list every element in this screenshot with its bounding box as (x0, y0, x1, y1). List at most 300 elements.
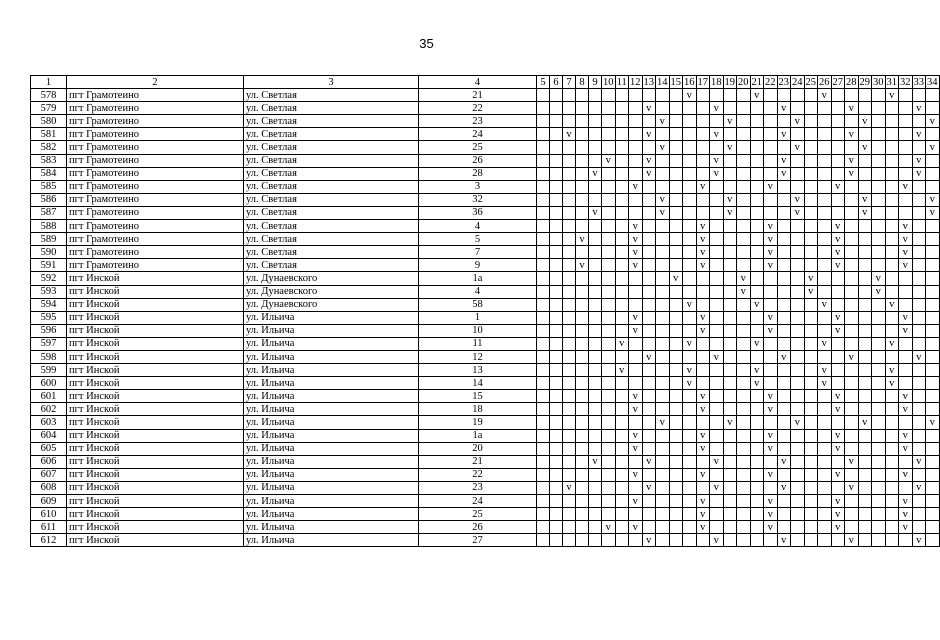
house-number-cell: 13 (419, 364, 537, 377)
empty-cell (615, 285, 629, 298)
empty-cell (750, 508, 764, 521)
empty-cell (696, 128, 710, 141)
empty-cell (764, 350, 778, 363)
empty-cell (576, 508, 589, 521)
empty-cell (563, 403, 576, 416)
empty-cell (858, 337, 872, 350)
check-mark-cell: v (899, 233, 913, 246)
empty-cell (818, 272, 832, 285)
empty-cell (831, 102, 845, 115)
check-mark-cell: v (656, 416, 670, 429)
empty-cell (656, 272, 670, 285)
check-mark-cell: v (750, 298, 764, 311)
check-mark-cell: v (737, 272, 751, 285)
empty-cell (656, 311, 670, 324)
street-cell: ул. Светлая (244, 115, 419, 128)
empty-cell (885, 128, 899, 141)
empty-cell (750, 220, 764, 233)
table-row (31, 246, 940, 259)
empty-cell (550, 350, 563, 363)
empty-cell (737, 206, 751, 219)
empty-cell (831, 416, 845, 429)
empty-cell (576, 311, 589, 324)
empty-cell (831, 167, 845, 180)
empty-cell (858, 508, 872, 521)
empty-cell (656, 534, 670, 547)
empty-cell (589, 259, 602, 272)
empty-cell (845, 508, 859, 521)
check-mark-cell: v (777, 128, 791, 141)
settlement-cell: пгт Грамотеино (67, 128, 244, 141)
check-mark-cell: v (576, 259, 589, 272)
check-mark-cell: v (696, 311, 710, 324)
empty-cell (737, 115, 751, 128)
empty-cell (563, 390, 576, 403)
check-mark-cell: v (845, 102, 859, 115)
check-mark-cell: v (845, 481, 859, 494)
empty-cell (831, 141, 845, 154)
empty-cell (818, 128, 832, 141)
check-mark-cell: v (683, 337, 697, 350)
empty-cell (899, 350, 913, 363)
check-mark-cell: v (899, 495, 913, 508)
check-mark-cell: v (737, 285, 751, 298)
empty-cell (750, 455, 764, 468)
empty-cell (550, 534, 563, 547)
empty-cell (615, 521, 629, 534)
check-mark-cell: v (602, 521, 616, 534)
header-cell: 9 (589, 76, 602, 89)
check-mark-cell: v (912, 534, 926, 547)
row-number-cell: 586 (31, 193, 67, 206)
empty-cell (696, 285, 710, 298)
settlement-cell: пгт Инской (67, 350, 244, 363)
check-mark-cell: v (791, 141, 805, 154)
empty-cell (576, 495, 589, 508)
check-mark-cell: v (696, 259, 710, 272)
empty-cell (629, 167, 643, 180)
empty-cell (845, 403, 859, 416)
check-mark-cell: v (750, 377, 764, 390)
empty-cell (804, 115, 818, 128)
empty-cell (912, 337, 926, 350)
empty-cell (912, 220, 926, 233)
empty-cell (818, 141, 832, 154)
empty-cell (615, 167, 629, 180)
check-mark-cell: v (777, 154, 791, 167)
empty-cell (858, 390, 872, 403)
empty-cell (602, 377, 616, 390)
empty-cell (589, 377, 602, 390)
empty-cell (926, 324, 940, 337)
empty-cell (589, 481, 602, 494)
check-mark-cell: v (777, 481, 791, 494)
empty-cell (926, 154, 940, 167)
check-mark-cell: v (589, 206, 602, 219)
empty-cell (926, 180, 940, 193)
empty-cell (537, 324, 550, 337)
house-number-cell: 24 (419, 495, 537, 508)
header-cell: 13 (643, 76, 654, 88)
empty-cell (791, 272, 805, 285)
empty-cell (926, 272, 940, 285)
empty-cell (669, 220, 683, 233)
empty-cell (723, 298, 737, 311)
empty-cell (818, 220, 832, 233)
empty-cell (537, 220, 550, 233)
empty-cell (589, 272, 602, 285)
empty-cell (737, 324, 751, 337)
empty-cell (777, 468, 791, 481)
empty-cell (845, 324, 859, 337)
empty-cell (602, 102, 616, 115)
check-mark-cell: v (629, 495, 643, 508)
empty-cell (683, 285, 697, 298)
empty-cell (912, 324, 926, 337)
empty-cell (537, 167, 550, 180)
empty-cell (615, 154, 629, 167)
empty-cell (642, 193, 656, 206)
table-row (31, 534, 940, 547)
empty-cell (642, 377, 656, 390)
table-row (31, 233, 940, 246)
header-cell: 24 (792, 76, 803, 88)
empty-cell (642, 364, 656, 377)
empty-cell (615, 311, 629, 324)
empty-cell (563, 442, 576, 455)
empty-cell (737, 442, 751, 455)
empty-cell (642, 141, 656, 154)
empty-cell (858, 89, 872, 102)
empty-cell (563, 206, 576, 219)
empty-cell (576, 324, 589, 337)
empty-cell (872, 298, 886, 311)
empty-cell (818, 102, 832, 115)
empty-cell (669, 167, 683, 180)
table-row (31, 285, 940, 298)
table-row (31, 89, 940, 102)
empty-cell (615, 89, 629, 102)
table-row (31, 364, 940, 377)
empty-cell (602, 495, 616, 508)
street-cell: ул. Ильича (244, 350, 419, 363)
empty-cell (764, 298, 778, 311)
empty-cell (550, 337, 563, 350)
empty-cell (926, 285, 940, 298)
empty-cell (576, 403, 589, 416)
empty-cell (589, 180, 602, 193)
empty-cell (899, 193, 913, 206)
empty-cell (563, 89, 576, 102)
empty-cell (804, 180, 818, 193)
empty-cell (589, 416, 602, 429)
empty-cell (791, 508, 805, 521)
empty-cell (912, 311, 926, 324)
empty-cell (777, 416, 791, 429)
check-mark-cell: v (791, 115, 805, 128)
empty-cell (818, 206, 832, 219)
street-cell: ул. Дунаевского (244, 298, 419, 311)
empty-cell (750, 324, 764, 337)
empty-cell (683, 495, 697, 508)
empty-cell (683, 180, 697, 193)
empty-cell (818, 508, 832, 521)
row-number-cell: 599 (31, 364, 67, 377)
row-number-cell: 609 (31, 495, 67, 508)
empty-cell (872, 337, 886, 350)
empty-cell (845, 521, 859, 534)
empty-cell (683, 220, 697, 233)
header-cell: 4 (419, 76, 537, 89)
empty-cell (804, 206, 818, 219)
street-cell: ул. Ильича (244, 324, 419, 337)
empty-cell (818, 495, 832, 508)
empty-cell (602, 272, 616, 285)
empty-cell (723, 154, 737, 167)
empty-cell (764, 141, 778, 154)
empty-cell (602, 468, 616, 481)
empty-cell (669, 141, 683, 154)
empty-cell (683, 534, 697, 547)
empty-cell (791, 259, 805, 272)
empty-cell (737, 521, 751, 534)
empty-cell (737, 350, 751, 363)
empty-cell (537, 259, 550, 272)
check-mark-cell: v (831, 311, 845, 324)
check-mark-cell: v (563, 481, 576, 494)
empty-cell (563, 115, 576, 128)
empty-cell (550, 521, 563, 534)
empty-cell (683, 311, 697, 324)
check-mark-cell: v (899, 521, 913, 534)
empty-cell (563, 468, 576, 481)
empty-cell (537, 128, 550, 141)
empty-cell (885, 167, 899, 180)
empty-cell (537, 377, 550, 390)
check-mark-cell: v (912, 102, 926, 115)
empty-cell (710, 193, 724, 206)
check-mark-cell: v (629, 180, 643, 193)
empty-cell (602, 193, 616, 206)
empty-cell (576, 285, 589, 298)
empty-cell (629, 364, 643, 377)
settlement-cell: пгт Грамотеино (67, 167, 244, 180)
empty-cell (642, 246, 656, 259)
empty-cell (926, 102, 940, 115)
empty-cell (791, 154, 805, 167)
check-mark-cell: v (885, 364, 899, 377)
row-number-cell: 592 (31, 272, 67, 285)
empty-cell (872, 429, 886, 442)
empty-cell (764, 337, 778, 350)
empty-cell (669, 193, 683, 206)
empty-cell (791, 521, 805, 534)
empty-cell (550, 377, 563, 390)
empty-cell (750, 206, 764, 219)
empty-cell (642, 442, 656, 455)
check-mark-cell: v (831, 508, 845, 521)
empty-cell (537, 272, 550, 285)
empty-cell (696, 298, 710, 311)
check-mark-cell: v (845, 455, 859, 468)
empty-cell (804, 298, 818, 311)
empty-cell (777, 429, 791, 442)
empty-cell (750, 416, 764, 429)
header-cell: 33 (913, 76, 924, 88)
empty-cell (589, 364, 602, 377)
empty-cell (845, 495, 859, 508)
empty-cell (845, 416, 859, 429)
empty-cell (845, 206, 859, 219)
empty-cell (723, 481, 737, 494)
house-number-cell: 21 (419, 89, 537, 102)
empty-cell (872, 455, 886, 468)
empty-cell (831, 337, 845, 350)
empty-cell (602, 233, 616, 246)
empty-cell (777, 311, 791, 324)
check-mark-cell: v (589, 167, 602, 180)
empty-cell (589, 246, 602, 259)
check-mark-cell: v (912, 455, 926, 468)
empty-cell (669, 233, 683, 246)
empty-cell (576, 206, 589, 219)
check-mark-cell: v (818, 377, 832, 390)
house-number-cell: 1 (419, 311, 537, 324)
house-number-cell: 11 (419, 337, 537, 350)
empty-cell (669, 311, 683, 324)
empty-cell (845, 193, 859, 206)
empty-cell (669, 259, 683, 272)
empty-cell (872, 442, 886, 455)
empty-cell (629, 115, 643, 128)
empty-cell (723, 285, 737, 298)
empty-cell (750, 311, 764, 324)
empty-cell (550, 324, 563, 337)
empty-cell (764, 377, 778, 390)
check-mark-cell: v (629, 521, 643, 534)
empty-cell (791, 390, 805, 403)
check-mark-cell: v (723, 416, 737, 429)
empty-cell (858, 246, 872, 259)
settlement-cell: пгт Инской (67, 521, 244, 534)
check-mark-cell: v (764, 324, 778, 337)
empty-cell (777, 141, 791, 154)
empty-cell (750, 350, 764, 363)
check-mark-cell: v (899, 180, 913, 193)
empty-cell (885, 154, 899, 167)
empty-cell (899, 128, 913, 141)
check-mark-cell: v (696, 508, 710, 521)
empty-cell (696, 102, 710, 115)
empty-cell (656, 337, 670, 350)
house-number-cell: 19 (419, 416, 537, 429)
check-mark-cell: v (696, 403, 710, 416)
empty-cell (602, 350, 616, 363)
empty-cell (750, 167, 764, 180)
empty-cell (563, 285, 576, 298)
check-mark-cell: v (912, 481, 926, 494)
empty-cell (537, 141, 550, 154)
empty-cell (602, 416, 616, 429)
empty-cell (737, 508, 751, 521)
empty-cell (669, 337, 683, 350)
empty-cell (926, 429, 940, 442)
empty-cell (615, 390, 629, 403)
empty-cell (737, 337, 751, 350)
empty-cell (629, 89, 643, 102)
empty-cell (683, 324, 697, 337)
empty-cell (804, 259, 818, 272)
empty-cell (550, 167, 563, 180)
empty-cell (831, 377, 845, 390)
empty-cell (669, 508, 683, 521)
empty-cell (831, 298, 845, 311)
empty-cell (629, 206, 643, 219)
empty-cell (831, 115, 845, 128)
row-number-cell: 608 (31, 481, 67, 494)
empty-cell (791, 377, 805, 390)
empty-cell (737, 154, 751, 167)
empty-cell (750, 495, 764, 508)
empty-cell (642, 220, 656, 233)
empty-cell (710, 233, 724, 246)
empty-cell (777, 377, 791, 390)
header-cell: 30 (873, 76, 884, 88)
check-mark-cell: v (858, 115, 872, 128)
empty-cell (696, 206, 710, 219)
empty-cell (710, 89, 724, 102)
empty-cell (791, 442, 805, 455)
empty-cell (750, 141, 764, 154)
check-mark-cell: v (723, 141, 737, 154)
empty-cell (710, 220, 724, 233)
settlement-cell: пгт Инской (67, 298, 244, 311)
check-mark-cell: v (912, 154, 926, 167)
empty-cell (912, 298, 926, 311)
empty-cell (791, 350, 805, 363)
check-mark-cell: v (899, 390, 913, 403)
check-mark-cell: v (818, 89, 832, 102)
empty-cell (576, 167, 589, 180)
check-mark-cell: v (912, 167, 926, 180)
empty-cell (804, 154, 818, 167)
empty-cell (804, 481, 818, 494)
house-number-cell: 23 (419, 481, 537, 494)
empty-cell (885, 416, 899, 429)
empty-cell (563, 350, 576, 363)
table-row (31, 495, 940, 508)
row-number-cell: 581 (31, 128, 67, 141)
settlement-cell: пгт Инской (67, 534, 244, 547)
empty-cell (818, 233, 832, 246)
empty-cell (912, 259, 926, 272)
empty-cell (737, 481, 751, 494)
empty-cell (872, 364, 886, 377)
empty-cell (750, 521, 764, 534)
empty-cell (537, 246, 550, 259)
empty-cell (563, 233, 576, 246)
empty-cell (912, 377, 926, 390)
empty-cell (723, 311, 737, 324)
empty-cell (777, 180, 791, 193)
empty-cell (885, 246, 899, 259)
check-mark-cell: v (669, 272, 683, 285)
check-mark-cell: v (629, 259, 643, 272)
check-mark-cell: v (589, 455, 602, 468)
empty-cell (669, 246, 683, 259)
empty-cell (899, 481, 913, 494)
empty-cell (845, 390, 859, 403)
